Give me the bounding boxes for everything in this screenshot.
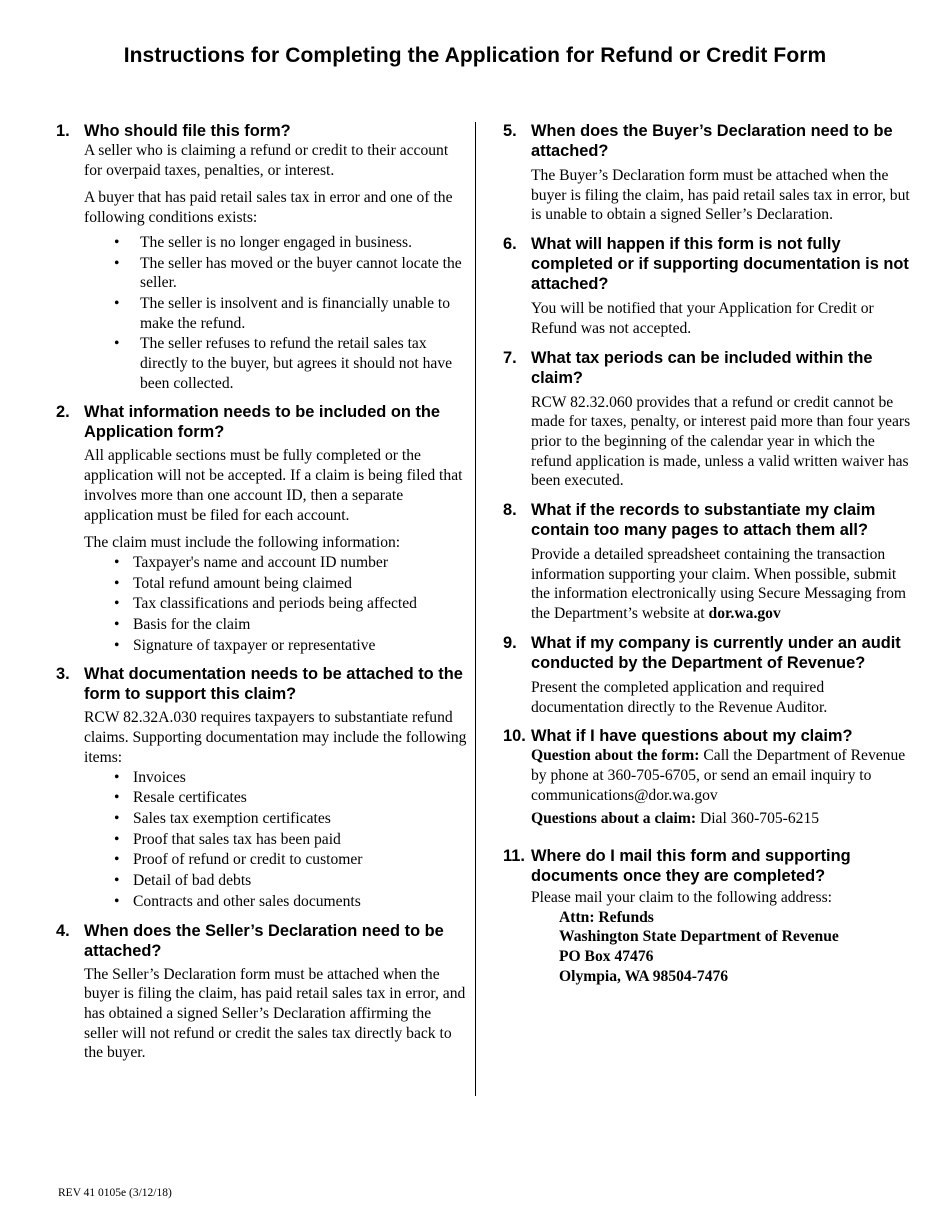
list-item: • Proof of refund or credit to customer <box>84 850 468 870</box>
list-item: • Invoices <box>84 768 468 788</box>
answer-paragraph: All applicable sections must be fully completed or the application will not be accepted. If a claim is being filed that involves more than one account ID, then a separate application must be filed for each account. <box>84 447 463 524</box>
answer-1 <box>84 141 468 393</box>
answer-3 <box>84 708 468 911</box>
question-number: 11. <box>503 847 525 866</box>
dor-website-link[interactable]: dor.wa.gov <box>708 605 781 623</box>
question-10 <box>503 726 915 746</box>
list-item: • Tax classifications and periods being affected <box>84 594 468 614</box>
list-item: • Sales tax exemption certificates <box>84 809 468 829</box>
question-heading: What tax periods can be included within the claim? <box>531 348 873 387</box>
list-item: • Signature of taxpayer or representative <box>84 636 468 656</box>
question-heading: What if my company is currently under an audit conducted by the Department of Revenue? <box>531 633 901 672</box>
question-number: 7. <box>503 348 517 367</box>
answer-10 <box>531 746 915 829</box>
question-heading: Where do I mail this form and supporting documents once they are completed? <box>531 847 851 886</box>
list-item: • The seller is no longer engaged in business. <box>84 233 468 253</box>
answer-paragraph: The Seller’s Declaration form must be attached when the buyer is filing the claim, has paid retail sales tax in error, and has obtained a signed Seller’s Declaration affirming the seller will not refund or credit the sales tax directly back to the buyer. <box>84 965 466 1062</box>
list-item: • The seller is insolvent and is financially unable to make the refund. <box>84 294 468 333</box>
answer-paragraph: You will be notified that your Application for Credit or Refund was not accepted. <box>531 300 874 337</box>
column-divider <box>475 122 476 1096</box>
address-line: Olympia, WA 98504-7476 <box>559 967 729 985</box>
form-number-footer: REV 41 0105e (3/12/18) <box>58 1187 172 1199</box>
answer-text: Provide a detailed spreadsheet containing the transaction information supporting your claim. When possible, submit the information electronically using Secure Messaging from the Department’s website at <box>531 546 907 623</box>
question-6 <box>503 234 915 294</box>
list-item: • Total refund amount being claimed <box>84 574 468 594</box>
question-number: 4. <box>56 921 70 940</box>
answer-7 <box>531 393 915 492</box>
answer-5 <box>531 166 915 225</box>
list-item: • Taxpayer's name and account ID number <box>84 553 468 573</box>
answer-paragraph: RCW 82.32.060 provides that a refund or credit cannot be made for taxes, penalty, or interest paid more than four years prior to the beginning of the calendar year in which the refund application is made, unless a valid written waiver has been executed. <box>531 393 911 490</box>
answer-paragraph: Present the completed application and required documentation directly to the Revenue Auditor. <box>531 678 828 716</box>
answer-paragraph: Please mail your claim to the following address: <box>531 889 832 907</box>
question-5 <box>503 121 915 161</box>
question-4 <box>56 921 468 961</box>
answer-paragraph: The claim must include the following information: <box>84 534 401 552</box>
question-9 <box>503 633 915 673</box>
answer-9 <box>531 678 915 717</box>
list-item: • Detail of bad debts <box>84 871 468 891</box>
question-heading: What if I have questions about my claim? <box>531 727 853 746</box>
question-heading: What will happen if this form is not fully completed or if supporting documentation is not attached? <box>531 235 909 294</box>
list-item: • Resale certificates <box>84 788 468 808</box>
page-title: Instructions for Completing the Application for Refund or Credit Form <box>123 44 827 67</box>
mailing-address <box>559 908 915 987</box>
question-number: 2. <box>56 403 70 422</box>
answer-8 <box>531 545 915 624</box>
question-1 <box>56 121 468 141</box>
form-question-text: Call the Department of Revenue by phone at 360-705-6705, or send an email inquiry to communications@dor.wa.gov <box>531 747 906 804</box>
address-line: Attn: Refunds <box>559 908 654 926</box>
address-line: PO Box 47476 <box>559 948 654 966</box>
question-3 <box>56 664 468 704</box>
question-heading: What documentation needs to be attached to the form to support this claim? <box>84 665 463 704</box>
claim-question-text: Dial 360-705-6215 <box>696 810 820 828</box>
answer-11 <box>531 888 915 987</box>
answer-4 <box>84 965 468 1064</box>
answer-paragraph <box>531 809 915 829</box>
list-item: • Basis for the claim <box>84 615 468 635</box>
address-line: Washington State Department of Revenue <box>559 928 839 946</box>
claim-question-label: Questions about a claim: <box>531 810 697 828</box>
question-number: 5. <box>503 122 517 140</box>
question-heading: What information needs to be included on the Application form? <box>84 403 441 442</box>
question-11 <box>503 846 915 886</box>
question-number: 3. <box>56 665 70 684</box>
answer-paragraph <box>531 545 915 624</box>
question-heading: What if the records to substantiate my claim contain too many pages to attach them all? <box>531 501 876 540</box>
answer-paragraph: RCW 82.32A.030 requires taxpayers to substantiate refund claims. Supporting documentation may include the following items: <box>84 709 467 766</box>
question-heading: When does the Seller’s Declaration need to be attached? <box>84 921 444 960</box>
list-item: • Proof that sales tax has been paid <box>84 830 468 850</box>
question-number: 9. <box>503 633 517 652</box>
list-item: • Contracts and other sales documents <box>84 892 468 912</box>
question-2 <box>56 402 468 442</box>
documentation-list <box>84 768 468 912</box>
answer-paragraph <box>531 746 915 805</box>
answer-6 <box>531 299 915 338</box>
list-item: • The seller refuses to refund the retail sales tax directly to the buyer, but agrees it should not have been collected. <box>84 334 468 393</box>
answer-paragraph: A buyer that has paid retail sales tax in error and one of the following conditions exists: <box>84 189 453 227</box>
answer-paragraph: The Buyer’s Declaration form must be attached when the buyer is filing the claim, has paid retail sales tax in error, but is unable to obtain a signed Seller’s Declaration. <box>531 167 910 224</box>
list-item: • The seller has moved or the buyer cannot locate the seller. <box>84 254 468 293</box>
question-number: 1. <box>56 122 70 140</box>
question-number: 8. <box>503 501 517 520</box>
question-number: 10. <box>503 727 526 746</box>
question-7 <box>503 348 915 388</box>
right-column <box>503 121 915 987</box>
question-heading: Who should file this form? <box>84 122 291 140</box>
question-heading: When does the Buyer’s Declaration need to be attached? <box>531 122 893 160</box>
question-number: 6. <box>503 235 517 254</box>
question-8 <box>503 500 915 540</box>
required-info-list <box>84 553 468 656</box>
conditions-list <box>84 233 468 394</box>
answer-paragraph: A seller who is claiming a refund or credit to their account for overpaid taxes, penalties, or interest. <box>84 142 449 179</box>
form-question-label: Question about the form: <box>531 747 700 765</box>
answer-2 <box>84 446 468 655</box>
left-column <box>56 121 468 1063</box>
